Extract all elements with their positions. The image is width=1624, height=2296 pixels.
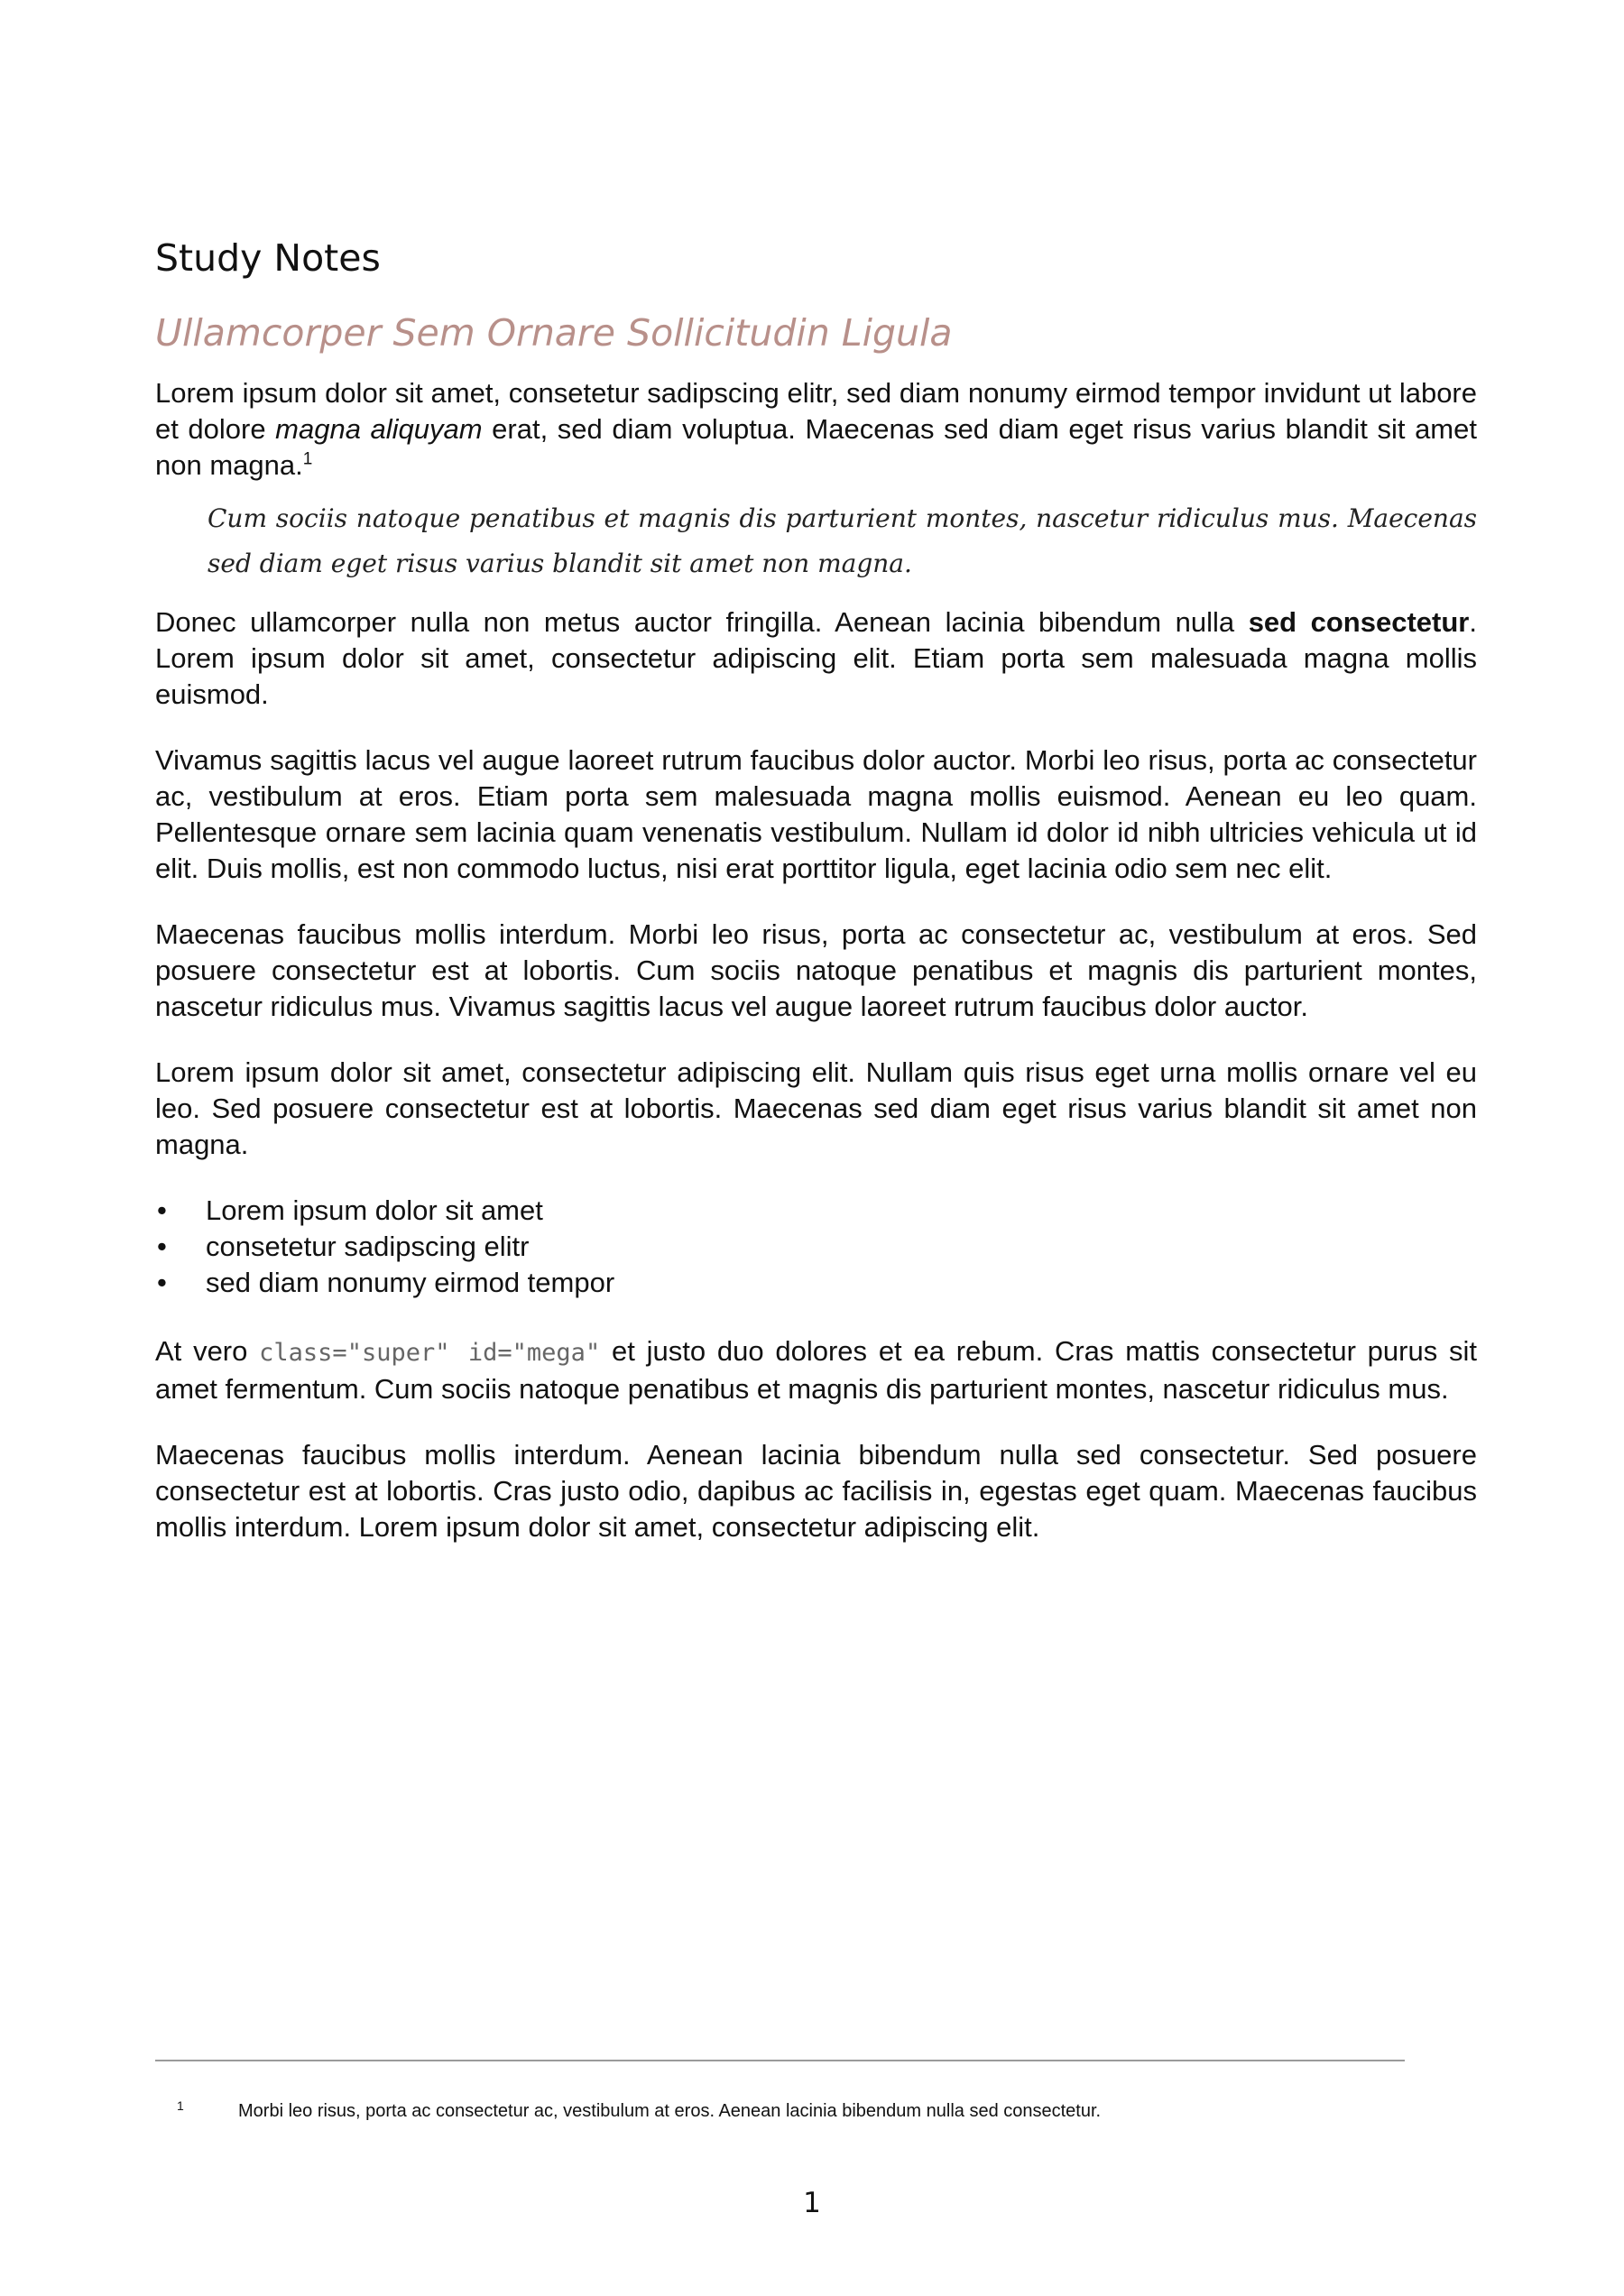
paragraph-6-text-b: et justo duo dolores et ea rebum. Cras mattis consectetur purus sit amet fermentum. Cum sociis natoque penatibus et magnis dis parturient montes, nascetur ridiculus mus. xyxy=(155,1335,1478,1406)
paragraph-2-text-a: Donec ullamcorper nulla non metus auctor fringilla. Aenean lacinia bibendum nulla xyxy=(155,606,1249,639)
block-quote: Cum sociis natoque penatibus et magnis dis parturient montes, nascetur ridiculus mus. Maecenas sed diam eget risus varius blandit sit amet non magna. xyxy=(208,503,1477,579)
paragraph-2 xyxy=(155,604,1477,713)
paragraph-1-emphasis: magna aliquyam xyxy=(275,413,483,446)
list-item xyxy=(155,1193,1477,1229)
bullet-marker: • xyxy=(157,1231,167,1263)
list-item-text: consetetur sadipscing elitr xyxy=(206,1231,530,1263)
page-number: 1 xyxy=(803,2187,821,2219)
paragraph-6 xyxy=(155,1333,1477,1407)
document-title: Study Notes xyxy=(155,236,381,280)
paragraph-1-text-a: Lorem ipsum dolor sit amet, consetetur sadipscing elitr, sed diam nonumy eirmod tempor invidunt ut labore et dolore xyxy=(155,377,1477,446)
paragraph-7: Maecenas faucibus mollis interdum. Aenean lacinia bibendum nulla sed consectetur. Sed posuere consectetur est at lobortis. Cras justo odio, dapibus ac facilisis in, egestas eget quam. Maecenas faucibus mollis interdum. Lorem ipsum dolor sit amet, consectetur adipiscing elit. xyxy=(155,1439,1477,1544)
bullet-marker: • xyxy=(157,1267,167,1299)
document-body xyxy=(155,236,1477,1575)
paragraph-2-strong: sed consectetur xyxy=(1248,606,1470,639)
footnote-reference[interactable]: 1 xyxy=(302,450,313,470)
bullet-list xyxy=(155,1193,1477,1301)
paragraph-5: Lorem ipsum dolor sit amet, consectetur adipiscing elit. Nullam quis risus eget urna mollis ornare vel eu leo. Sed posuere consectetur est at lobortis. Maecenas sed diam eget risus varius blandit sit amet non magna. xyxy=(155,1056,1477,1161)
paragraph-6-text-a: At vero xyxy=(155,1335,260,1368)
list-item xyxy=(155,1229,1477,1265)
footnote-text: Morbi leo risus, porta ac consectetur ac, vestibulum at eros. Aenean lacinia bibendum nulla sed consectetur. xyxy=(238,2101,1102,2121)
bullet-marker: • xyxy=(157,1194,167,1227)
footnote-separator xyxy=(155,2060,1405,2061)
list-item-text: sed diam nonumy eirmod tempor xyxy=(206,1267,615,1299)
inline-code: class="super" id="mega" xyxy=(259,1339,601,1368)
footnote-mark: 1 xyxy=(177,2098,184,2113)
paragraph-4: Maecenas faucibus mollis interdum. Morbi leo risus, porta ac consectetur ac, vestibulum at eros. Sed posuere consectetur est at lobortis. Cum sociis natoque penatibus et magnis dis parturient montes, nascetur ridiculus mus. Vivamus sagittis lacus vel augue laoreet rutrum faucibus dolor auctor. xyxy=(155,918,1477,1023)
paragraph-1 xyxy=(155,375,1477,484)
list-item-text: Lorem ipsum dolor sit amet xyxy=(206,1194,543,1227)
section-heading: Ullamcorper Sem Ornare Sollicitudin Ligula xyxy=(155,311,953,355)
paragraph-1-text-b: erat, sed diam voluptua. Maecenas sed diam eget risus varius blandit sit amet non magna. xyxy=(155,413,1477,482)
paragraph-3: Vivamus sagittis lacus vel augue laoreet rutrum faucibus dolor auctor. Morbi leo risus, porta ac consectetur ac, vestibulum at eros. Etiam porta sem malesuada magna mollis euismod. Aenean eu leo quam. Pellentesque ornare sem lacinia quam venenatis vestibulum. Nullam id dolor id nibh ultricies vehicula ut id elit. Duis mollis, est non commodo luctus, nisi erat porttitor ligula, eget lacinia odio sem nec elit. xyxy=(155,744,1477,885)
list-item xyxy=(155,1265,1477,1301)
paragraph-2-text-b: . Lorem ipsum dolor sit amet, consectetur adipiscing elit. Etiam porta sem malesuada magna mollis euismod. xyxy=(155,606,1477,711)
